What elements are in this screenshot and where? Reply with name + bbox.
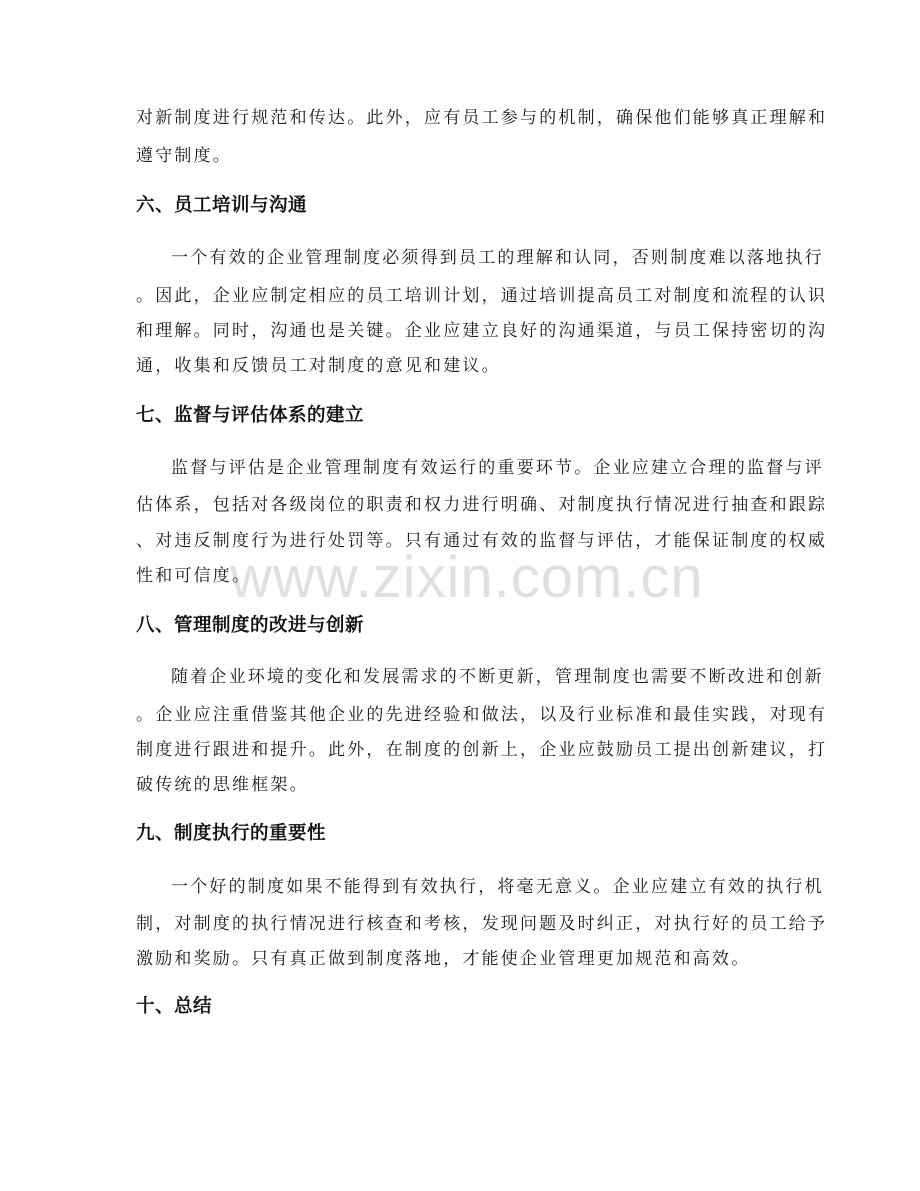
paragraph-line: 监督与评估是企业管理制度有效运行的重要环节。企业应建立合理的监督与评 [171,458,824,478]
paragraph-line: 和理解。同时，沟通也是关键。企业应建立良好的沟通渠道，与员工保持密切的沟 [136,321,828,341]
paragraph-line: 通，收集和反馈员工对制度的意见和建议。 [136,356,501,376]
paragraph-line: 性和可信度。 [136,566,252,586]
paragraph-line: 。因此，企业应制定相应的员工培训计划，通过培训提高员工对制度和流程的认识 [136,286,828,306]
section-heading-9: 九、制度执行的重要性 [136,823,327,844]
paragraph-line: 破传统的思维框架。 [136,775,309,795]
paragraph-line: 遵守制度。 [136,146,232,166]
watermark-text: www.zixin.com.cn [230,545,704,610]
paragraph-line: 一个有效的企业管理制度必须得到员工的理解和认同，否则制度难以落地执行 [171,248,824,268]
section-heading-8: 八、管理制度的改进与创新 [136,615,365,636]
paragraph-line: 随着企业环境的变化和发展需求的不断更新，管理制度也需要不断改进和创新 [171,667,824,687]
section-heading-7: 七、监督与评估体系的建立 [136,405,365,426]
paragraph-line: 对新制度进行规范和传达。此外，应有员工参与的机制，确保他们能够真正理解和 [136,108,828,128]
paragraph-line: 激励和奖励。只有真正做到制度落地，才能使企业管理更加规范和高效。 [136,949,751,969]
paragraph-line: 一个好的制度如果不能得到有效执行，将毫无意义。企业应建立有效的执行机 [171,877,824,897]
paragraph-line: 制，对制度的执行情况进行核查和考核，发现问题及时纠正，对执行好的员工给予 [136,914,828,934]
section-heading-6: 六、员工培训与沟通 [136,195,308,216]
paragraph-line: 、对违反制度行为进行处罚等。只有通过有效的监督与评估，才能保证制度的权威 [136,531,828,551]
paragraph-line: 制度进行跟进和提升。此外，在制度的创新上，企业应鼓励员工提出创新建议，打 [136,740,828,760]
paragraph-line: 。企业应注重借鉴其他企业的先进经验和做法，以及行业标准和最佳实践，对现有 [136,705,828,725]
section-heading-10: 十、总结 [136,996,213,1017]
paragraph-line: 估体系，包括对各级岗位的职责和权力进行明确、对制度执行情况进行抽查和跟踪 [136,495,828,515]
